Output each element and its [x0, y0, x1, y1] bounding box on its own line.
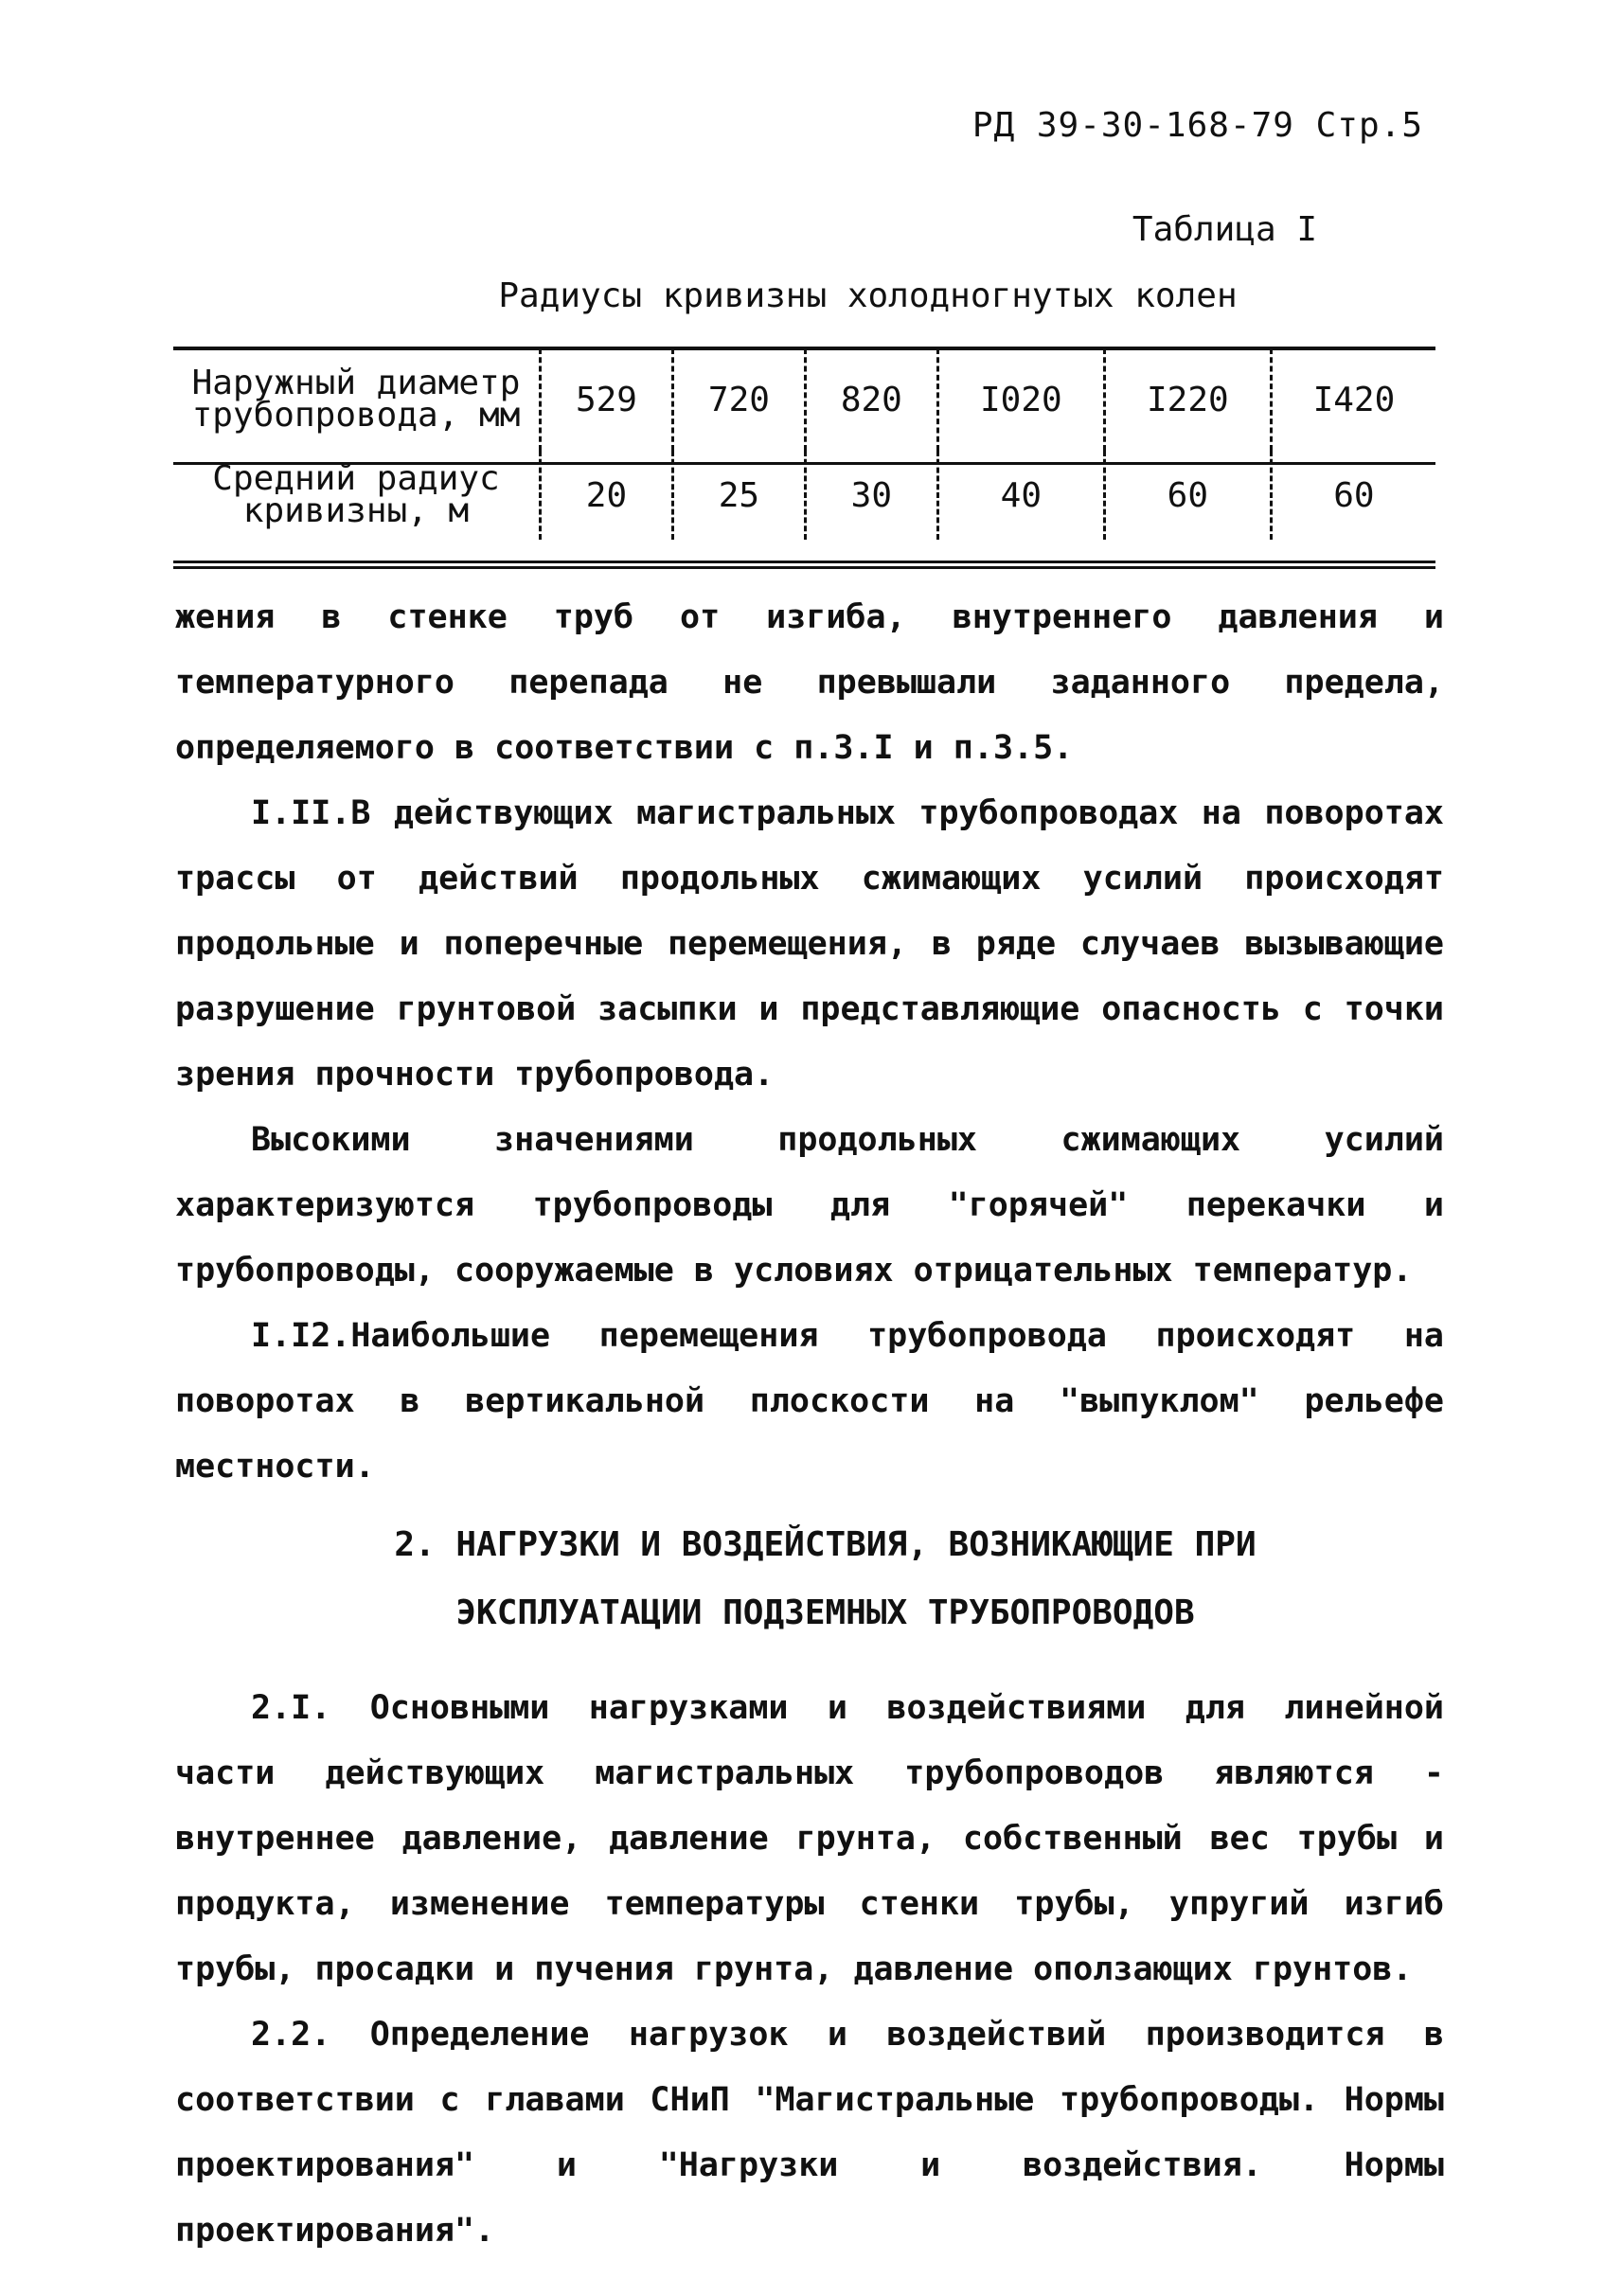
paragraph: 2.I. Основными нагрузками и воздействиями для линейной части действующих магистральных трубопроводов являются - внутреннее давление, давление грунта, собственный вес трубы и продукта, изменение температуры стенки трубы, упругий изгиб трубы, просадки и пучения грунта, давление оползающих грунтов.: [175, 1689, 1444, 1988]
section-title-line1: 2. НАГРУЗКИ И ВОЗДЕЙСТВИЯ, ВОЗНИКАЮЩИЕ ПРИ: [394, 1525, 1257, 1564]
table-cell: 60: [1271, 451, 1435, 540]
body-text-top: [175, 585, 1444, 1500]
table-cell: 25: [672, 451, 805, 540]
table-cell: I220: [1104, 348, 1271, 451]
row-label-radius: Средний радиус кривизны, м: [212, 459, 500, 530]
table-cell: 40: [937, 451, 1104, 540]
table-cell: 30: [805, 451, 937, 540]
table-number: Таблица I: [1132, 210, 1317, 249]
paragraph: I.I2.Наибольшие перемещения трубопровода происходят на поворотах в вертикальной плоскости на "выпуклом" рельефе местности.: [175, 1317, 1444, 1486]
table-cell: 720: [672, 348, 805, 451]
table-cell: 820: [805, 348, 937, 451]
body-text-bottom: [175, 1676, 1444, 2264]
table-bottom-rule: [173, 561, 1435, 563]
table-cell: I020: [937, 348, 1104, 451]
section-title-line2: ЭКСПЛУАТАЦИИ ПОДЗЕМНЫХ ТРУБОПРОВОДОВ: [455, 1593, 1195, 1632]
row-label-diameter: Наружный диаметр трубопровода, мм: [191, 364, 521, 435]
table-cell: 20: [541, 451, 673, 540]
paragraph: Высокими значениями продольных сжимающих усилий характеризуются трубопроводы для "горячей" перекачки и трубопроводы, сооружаемые в условиях отрицательных температур.: [175, 1121, 1444, 1290]
table-cell: 529: [541, 348, 673, 451]
table-row: [173, 451, 1435, 540]
table-cell: I420: [1271, 348, 1435, 451]
radius-table: [173, 348, 1435, 540]
table-bottom-rule-double: [173, 566, 1435, 569]
page-header: РД 39-30-168-79 Стр.5: [971, 106, 1423, 145]
paragraph: 2.2. Определение нагрузок и воздействий производится в соответствии с главами СНиП "Магистральные трубопроводы. Нормы проектирования" и "Нагрузки и воздействия. Нормы проектирования".: [175, 2016, 1444, 2250]
table-cell: 60: [1104, 451, 1271, 540]
table-title: Радиусы кривизны холодногнутых колен: [498, 276, 1238, 315]
paragraph: I.II.В действующих магистральных трубопроводах на поворотах трассы от действий продольных сжимающих усилий происходят продольные и поперечные перемещения, в ряде случаев вызывающие разрушение грунтовой засыпки и представляющие опасность с точки зрения прочности трубопровода.: [175, 794, 1444, 1094]
paragraph: жения в стенке труб от изгиба, внутреннего давления и температурного перепада не превышали заданного предела, определяемого в соответствии с п.3.I и п.3.5.: [175, 598, 1444, 767]
table-row: [173, 348, 1435, 451]
